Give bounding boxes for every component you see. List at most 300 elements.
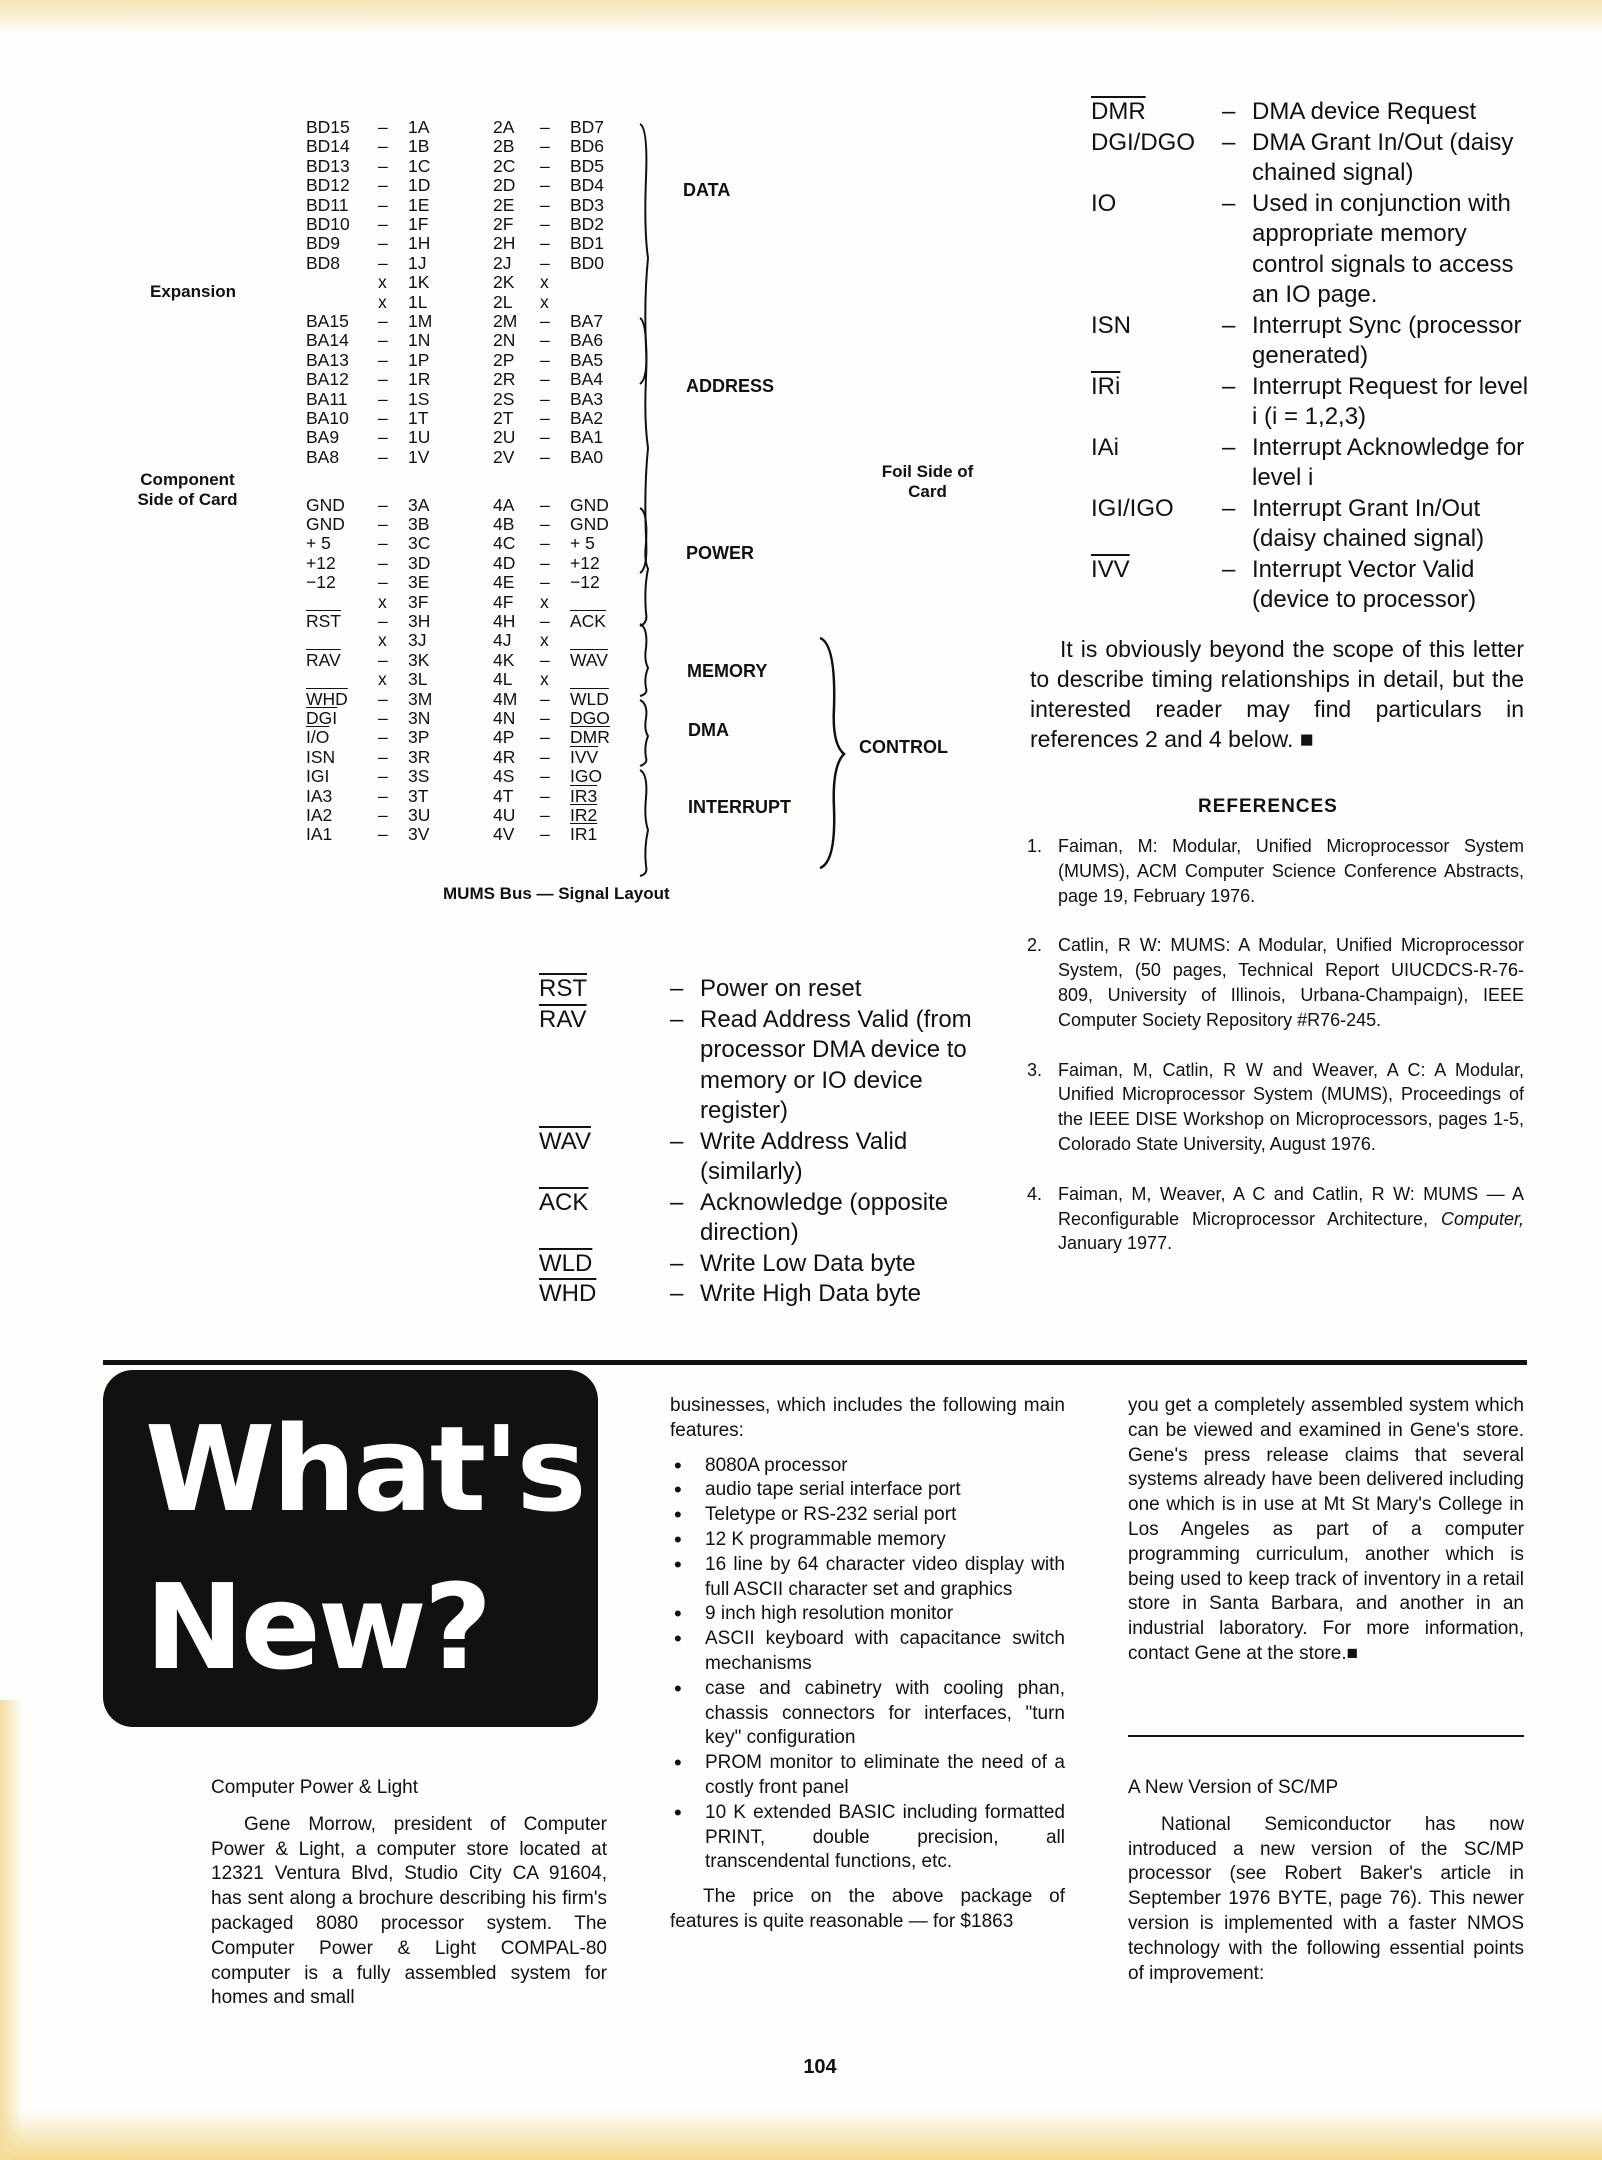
signal-description: DMA Grant In/Out (daisy chained signal) [1252,128,1514,186]
right-sep-17: – [540,446,550,467]
left-label-6: BD9 [306,233,341,254]
left-sep-25: – [378,611,388,631]
dash: – [670,1280,684,1307]
right-label-2: BD5 [570,155,605,176]
left-sep-35: – [378,805,388,825]
left-sep-17: – [378,446,388,467]
right-pin-27: 4K [493,649,515,670]
left-pin-21: 3C [408,533,431,554]
scope-paragraph: It is obviously beyond the scope of this letter to describe timing relationships in detail, but the interested reader may find particulars in references 2 and 4 below. ■ [1030,636,1524,752]
group-data-label: DATA [683,180,731,200]
signal-description: Write Low Data byte [700,1249,916,1277]
left-pin-9: 1L [408,291,428,312]
features-list [670,1454,1065,1876]
right-label-17: BA0 [570,446,604,467]
right-sep-33: – [540,766,550,787]
reference-number: 4. [1027,1183,1043,1204]
signal-definitions-left [539,974,979,1310]
right-sep-10: – [540,311,550,331]
right-sep-14: – [540,388,550,409]
definition-row [539,1127,979,1188]
right-pin-14: 2S [493,388,515,409]
left-sep-31: – [378,727,388,748]
left-sep-28: x [378,669,387,690]
right-pin-0: 2A [493,117,515,137]
reference-item [1027,933,1524,1032]
left-pin-3: 1D [408,175,431,196]
features-intro: businesses, which includes the following main features: [670,1395,1065,1441]
signal-description: Interrupt Grant In/Out (daisy chained signal) [1252,494,1485,552]
right-pin-6: 2H [493,233,516,254]
signal-symbol: $\overline{RST}$ [539,975,587,1002]
right-sep-3: – [540,175,550,196]
left-sep-7: – [378,252,388,273]
signal-description: Interrupt Request for level i (i = 1,2,3) [1252,372,1529,430]
interrupt-brace [640,770,648,876]
left-pin-34: 3T [408,785,429,806]
right-pin-12: 2P [493,349,515,370]
signal-description: Used in conjunction with appropriate memory control signals to access an IO page. [1252,189,1514,308]
left-label-21: + 5 [306,533,331,554]
group-control-label: CONTROL [859,737,948,757]
signal-description: Acknowledge (opposite direction) [700,1188,949,1246]
left-label-31: I/O [306,727,330,748]
left-pin-11: 1N [408,330,431,351]
dash: – [1222,98,1236,125]
left-sep-6: – [378,233,388,254]
references-list [1027,834,1524,1281]
right-label-12: BA5 [570,349,604,370]
left-sep-32: – [378,746,388,767]
right-pin-36: 4V [493,824,515,845]
right-label-20: GND [570,514,609,534]
component-side-label: Component Side of Card [137,470,238,509]
right-label-13: BA4 [570,369,604,390]
left-pin-1: 1B [408,136,430,157]
right-sep-19: – [540,494,550,515]
signal-symbol: IAi [1091,433,1120,461]
reference-number: 1. [1027,836,1043,856]
right-pin-34: 4T [493,785,514,806]
signal-symbol: $\overline{ACK}$ [539,1188,589,1216]
left-label-32: ISN [306,746,336,767]
signal-description: Read Address Valid (from processor DMA device to memory or IO device register) [700,1005,972,1124]
right-sep-23: – [540,572,550,593]
signal-description: DMA device Request [1252,98,1477,125]
right-sep-11: – [540,330,550,351]
scmp-body: National Semiconductor has now introduced a new version of the SC/MP processor (see Robert Baker's article in September 1976 BYTE, page 76). This newer version is implemented with a faster NMOS technology with the following essential points of improvement: [1128,1813,1524,1984]
left-label-5: BD10 [306,214,350,234]
left-pin-22: 3D [408,552,431,573]
left-sep-30: – [378,708,388,728]
left-sep-16: – [378,427,388,448]
reference-number: 2. [1027,935,1043,956]
left-pin-8: 1K [408,272,430,293]
left-sep-22: – [378,552,388,573]
cpl-body: Gene Morrow, president of Computer Power & Light, a computer store located at 12321 Ventura Blvd, Studio City CA 91604, has sent along a brochure describing his firm's packaged 8080 processor system. The Computer Power & Light COMPAL-80 computer is a fully assembled system for homes and small [211,1813,607,2009]
right-label-16: BA1 [570,427,604,448]
right-pin-19: 4A [493,494,515,515]
table-caption: MUMS Bus — Signal Layout [443,884,670,903]
left-label-17: BA8 [306,446,340,467]
left-pin-7: 1J [408,252,427,273]
right-sep-2: – [540,155,550,176]
left-label-33: IGI [306,766,330,787]
reference-journal: Computer, [1440,1208,1524,1229]
left-pin-14: 1S [408,388,430,409]
right-label-7: BD0 [570,252,605,273]
dma-brace [640,700,648,766]
signal-symbol: IGI/IGO [1091,494,1174,522]
definition-row [539,974,979,1005]
right-label-19: GND [570,494,609,515]
right-label-29: $\overline{WLD}$ [570,688,609,709]
right-label-30: DGO [570,708,610,728]
right-pin-5: 2F [493,214,514,234]
right-sep-31: – [540,727,550,748]
right-pin-35: 4U [493,805,516,825]
right-sep-30: – [540,708,550,728]
left-label-20: GND [306,514,345,534]
dash: – [1222,311,1236,339]
references-heading: REFERENCES [1198,796,1338,817]
left-sep-21: – [378,533,388,554]
dash: – [1222,128,1236,156]
right-pin-21: 4C [493,533,516,554]
signal-symbol: $\overline{IRi}$ [1091,372,1121,400]
dash: – [1222,555,1236,583]
dash: – [670,1005,684,1033]
left-sep-36: – [378,824,388,845]
reference-text-part: Faiman, M, Weaver, A C and Catlin, R W: MUMS — A Reconfigurable Microprocessor Architecture, [1058,1183,1524,1229]
scmp-heading: A New Version of SC/MP [1128,1777,1339,1798]
left-label-15: BA10 [306,408,349,428]
right-label-1: BD6 [570,136,605,157]
left-sep-33: – [378,766,388,787]
right-label-32: $\overline{IVV}$ [570,746,599,767]
right-label-35: IR2 [570,805,598,825]
left-sep-20: – [378,514,388,534]
reference-text-part: January 1977. [1058,1233,1173,1254]
right-label-4: BD3 [570,194,605,215]
group-power-label: POWER [686,543,755,563]
page-edge-bottom [0,2110,1602,2160]
definition-row [1091,494,1531,555]
left-pin-28: 3L [408,669,428,690]
right-sep-7: – [540,252,550,273]
left-pin-17: 1V [408,446,430,467]
right-pin-31: 4P [493,727,515,748]
right-sep-28: x [540,669,549,690]
right-sep-32: – [540,746,550,767]
left-pin-16: 1U [408,427,431,448]
feature-item: • PROM monitor to eliminate the need of a costly front panel [670,1751,1065,1801]
right-label-25: $\overline{ACK}$ [570,611,606,631]
left-sep-23: – [378,572,388,593]
left-sep-24: x [378,591,387,612]
signal-symbol: $\overline{WHD}$ [539,1280,597,1307]
left-label-12: BA13 [306,349,349,370]
left-sep-13: – [378,369,388,390]
feature-item: • 9 inch high resolution monitor [670,1602,1065,1627]
group-braces [630,118,870,878]
left-pin-10: 1M [408,311,433,331]
right-sep-26: x [540,630,549,651]
right-pin-25: 4H [493,611,516,631]
right-pin-1: 2B [493,136,515,157]
column-2 [670,1394,1065,1935]
right-label-21: + 5 [570,533,595,554]
left-label-11: BA14 [306,330,349,351]
right-sep-25: – [540,611,550,631]
left-pin-29: 3M [408,688,433,709]
signal-symbol: $\overline{WLD}$ [539,1249,593,1277]
right-pin-23: 4E [493,572,515,593]
left-sep-0: – [378,117,388,137]
left-label-22: +12 [306,552,336,573]
left-label-2: BD13 [306,155,350,176]
left-sep-8: x [378,272,387,293]
signal-symbol: ISN [1091,311,1132,339]
column-3b [1128,1776,1524,1986]
reference-text: Faiman, M, Catlin, R W and Weaver, A C: A Modular, Unified Microprocessor System (MUMS), Proceedings of the IEEE DISE Workshop on Microprocessors, pages 1-5, Colorado State University, August 1976. [1058,1059,1524,1154]
definition-row [1091,311,1531,372]
left-pin-32: 3R [408,746,431,767]
left-label-10: BA15 [306,311,349,331]
left-label-25: $\overline{RST}$ [306,611,341,631]
left-sep-19: – [378,494,388,515]
left-pin-4: 1E [408,194,430,215]
right-sep-5: – [540,214,550,234]
left-label-13: BA12 [306,369,349,390]
signal-description: Interrupt Vector Valid (device to processor) [1252,555,1477,613]
right-pin-8: 2K [493,272,515,293]
right-label-11: BA6 [570,330,604,351]
left-sep-29: – [378,688,388,709]
right-label-6: BD1 [570,233,605,254]
right-sep-21: – [540,533,550,554]
feature-item: • ASCII keyboard with capacitance switch mechanisms [670,1627,1065,1677]
column-1 [211,1776,607,2011]
reference-text [1058,1182,1524,1256]
right-sep-24: x [540,591,549,612]
right-pin-10: 2M [493,311,518,331]
left-sep-34: – [378,785,388,806]
page-number: 104 [803,2056,837,2078]
feature-item: • 12 K programmable memory [670,1528,1065,1553]
right-sep-13: – [540,369,550,390]
left-pin-0: 1A [408,117,430,137]
memory-brace [640,624,648,696]
left-label-0: BD15 [306,117,350,137]
right-pin-15: 2T [493,408,514,428]
reference-item [1027,1182,1524,1256]
expansion-label: Expansion [150,282,236,301]
left-pin-2: 1C [408,155,431,176]
right-sep-6: – [540,233,550,254]
left-label-23: −12 [306,572,336,593]
page-edge-top [0,0,1602,34]
signal-description: Write Address Valid (similarly) [700,1127,908,1185]
right-pin-9: 2L [493,291,513,312]
column-3-rule [1128,1735,1524,1737]
section-rule [103,1360,1527,1365]
left-sep-1: – [378,136,388,157]
right-sep-35: – [540,805,550,825]
left-label-35: IA2 [306,805,333,825]
feature-item: • 8080A processor [670,1454,1065,1479]
right-pin-7: 2J [493,252,512,273]
dash: – [670,1188,684,1216]
right-label-33: IGO [570,766,603,787]
right-pin-32: 4R [493,746,516,767]
dash: – [1222,433,1236,461]
feature-item: • 10 K extended BASIC including formatted PRINT, double precision, all transcendental functions, etc. [670,1801,1065,1875]
right-pin-13: 2R [493,369,516,390]
left-pin-15: 1T [408,408,429,428]
definition-row [539,1005,979,1127]
group-address-label: ADDRESS [686,376,775,396]
definition-row [1091,97,1531,128]
left-sep-11: – [378,330,388,351]
dash: – [670,975,684,1002]
price-paragraph: The price on the above package of features is quite reasonable — for $1863 [670,1886,1065,1932]
right-sep-8: x [540,272,549,293]
right-pin-3: 2D [493,175,516,196]
left-label-36: IA1 [306,824,333,845]
right-sep-12: – [540,349,550,370]
right-sep-15: – [540,408,550,428]
left-sep-5: – [378,214,388,234]
right-pin-26: 4J [493,630,512,651]
control-brace [820,638,844,868]
right-sep-36: – [540,824,550,845]
right-sep-4: – [540,194,550,215]
left-pin-24: 3F [408,591,429,612]
right-sep-9: x [540,291,549,312]
left-sep-2: – [378,155,388,176]
left-label-14: BA11 [306,388,348,409]
dash: – [670,1249,684,1277]
right-pin-20: 4B [493,514,515,534]
feature-item: • Teletype or RS-232 serial port [670,1503,1065,1528]
left-pin-6: 1H [408,233,431,254]
column-3 [1128,1394,1524,1667]
right-pin-22: 4D [493,552,516,573]
left-label-30: $\overline{DGI}$ [306,708,338,728]
left-pin-30: 3N [408,708,431,728]
definition-row [539,1279,979,1310]
right-label-0: BD7 [570,117,605,137]
left-label-7: BD8 [306,252,341,273]
right-label-31: $\overline{DMR}$ [570,727,610,748]
right-sep-1: – [540,136,550,157]
signal-symbol: $\overline{IVV}$ [1091,555,1130,583]
right-pin-4: 2E [493,194,515,215]
right-label-23: −12 [570,572,600,593]
left-sep-15: – [378,408,388,428]
right-sep-34: – [540,785,550,806]
definition-row [1091,128,1531,189]
right-sep-29: – [540,688,550,709]
left-pin-12: 1P [408,349,430,370]
left-label-27: $\overline{RAV}$ [306,649,341,670]
right-label-15: BA2 [570,408,604,428]
left-label-1: BD14 [306,136,350,157]
left-pin-5: 1F [408,214,429,234]
whats-new-logo-text [145,1390,585,1706]
right-sep-20: – [540,514,550,534]
left-sep-12: – [378,349,388,370]
signal-definitions-right [1091,97,1531,616]
reference-text: Catlin, R W: MUMS: A Modular, Unified Microprocessor System, (50 pages, Technical Report UIUCDCS-R-76-809, University of Illinois, Urbana-Champaign), IEEE Computer Society Repository #R76-245. [1058,935,1524,1030]
left-label-4: BD11 [306,194,349,215]
group-interrupt-label: INTERRUPT [688,797,791,817]
dash: – [1222,494,1236,522]
right-pin-11: 2N [493,330,516,351]
signal-description: Write High Data byte [700,1280,921,1307]
right-pin-24: 4F [493,591,514,612]
definition-row [1091,189,1531,311]
left-pin-20: 3B [408,514,430,534]
right-sep-0: – [540,117,550,137]
left-pin-33: 3S [408,766,430,787]
right-pin-29: 4M [493,688,518,709]
signal-description: Power on reset [700,975,862,1002]
left-sep-9: x [378,291,387,312]
page-edge-left [0,1700,22,2160]
left-sep-3: – [378,175,388,196]
left-pin-23: 3E [408,572,430,593]
left-label-3: BD12 [306,175,350,196]
signal-symbol: $\overline{DMR}$ [1091,98,1146,125]
right-pin-16: 2U [493,427,516,448]
right-sep-27: – [540,649,550,670]
feature-item: • audio tape serial interface port [670,1478,1065,1503]
definition-row [539,1249,979,1280]
signal-symbol: IO [1091,189,1117,217]
right-label-22: +12 [570,552,600,573]
group-memory-label: MEMORY [687,661,768,681]
definition-row [1091,372,1531,433]
feature-item: • case and cabinetry with cooling phan, chassis connectors for interfaces, "turn key" configuration [670,1677,1065,1751]
left-pin-26: 3J [408,630,427,651]
left-label-19: GND [306,494,345,515]
reference-text: Faiman, M: Modular, Unified Microprocessor System (MUMS), ACM Computer Science Conference Abstracts, page 19, February 1976. [1058,836,1524,906]
right-label-27: $\overline{WAV}$ [570,649,608,670]
left-sep-27: – [378,649,388,670]
reference-item [1027,1058,1524,1157]
right-pin-2: 2C [493,155,516,176]
reference-item [1027,834,1524,908]
signal-description: Interrupt Sync (processor generated) [1252,311,1522,369]
right-sep-16: – [540,427,550,448]
right-pin-30: 4N [493,708,516,728]
left-sep-26: x [378,630,387,651]
left-pin-35: 3U [408,805,431,825]
feature-item: • 16 line by 64 character video display with full ASCII character set and graphics [670,1553,1065,1603]
left-pin-36: 3V [408,824,430,845]
right-label-3: BD4 [570,175,605,196]
left-pin-25: 3H [408,611,431,631]
definition-row [1091,555,1531,616]
right-pin-17: 2V [493,446,515,467]
left-sep-4: – [378,194,388,215]
left-label-34: IA3 [306,785,333,806]
left-pin-31: 3P [408,727,430,748]
left-label-16: BA9 [306,427,340,448]
definition-row [539,1188,979,1249]
